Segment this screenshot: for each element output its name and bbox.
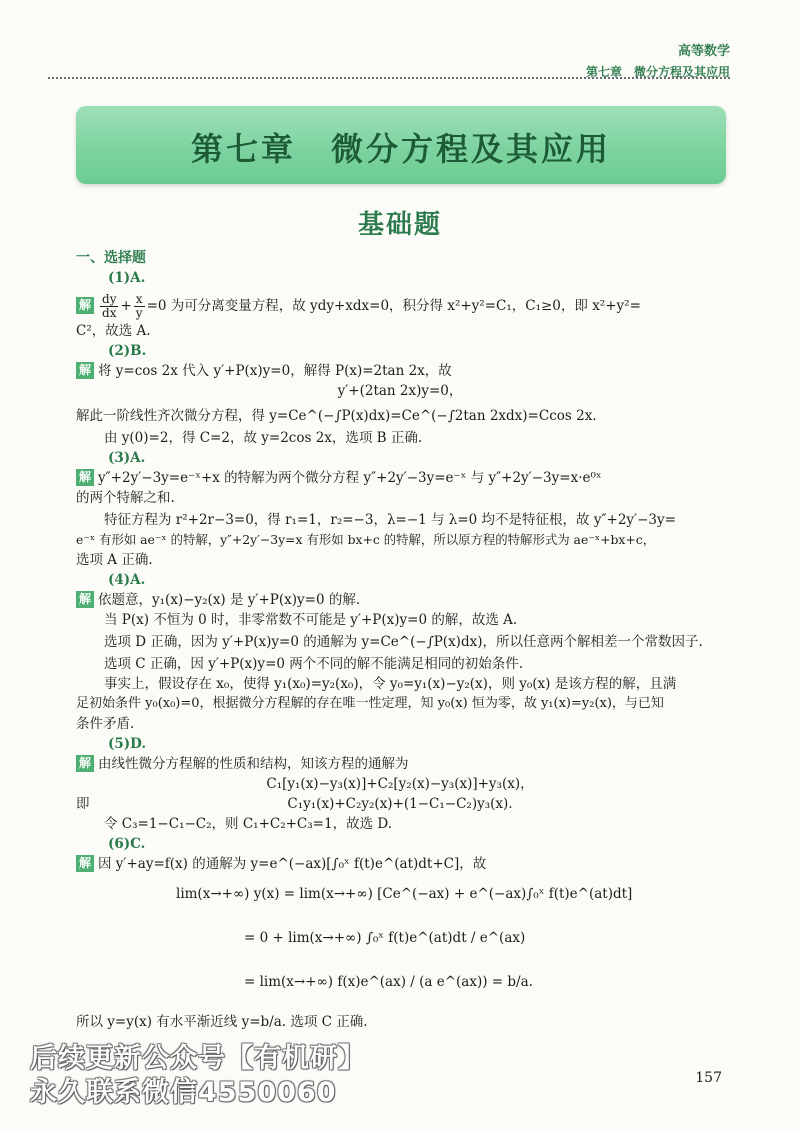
q1-fraction-x-y: $\frac{x}{y}$ [135,292,143,320]
q6-solution-line-1: 解 因 y′+ay=f(x) 的通解为 y=e^(−ax)[∫₀ˣ f(t)e^(at)dt+C]，故 [76,854,731,874]
q2-equation: y′+(2tan 2x)y=0， [337,383,463,399]
watermark-line-2: 永久联系微信4550060 [30,1077,337,1108]
q3-solution-line-3: 特征方程为 r²+2r−3=0，得 r₁=1，r₂=−3，λ=−1 与 λ=0 均不是特征根，故 y″+2y′−3y= [104,512,676,528]
q3-answer: (3)A. [108,450,146,466]
running-head-chapter: 第七章 微分方程及其应用 [585,65,730,79]
q4-solution-line-7: 条件矛盾. [76,716,135,732]
watermark-line-1: 后续更新公众号【有机研】 [30,1043,366,1074]
q1-solution-line-1: 解 $\frac{dy}{dx}$ + $\frac{x}{y}$ =0 为可分离变量方程，故 ydy+xdx=0，积分得 x²+y²=C₁，C₁≥0，即 x²+y²= [76,291,731,321]
q4-solution-line-1: 解 依题意，y₁(x)−y₂(x) 是 y′+P(x)y=0 的解. [76,590,731,610]
q6-limit-line-1: lim(x→+∞) y(x) = lim(x→+∞) [Ce^(−ax) + e^(−ax)∫₀ˣ f(t)e^(at)dt] [176,886,633,902]
q5-ji-label: 即 [76,796,90,812]
q2-answer: (2)B. [108,343,147,359]
q1-solution-line-2: C²，故选 A. [76,323,151,339]
section-title: 基础题 [357,210,442,240]
q3-solution-line-1: 解 y″+2y′−3y=e⁻ˣ+x 的特解为两个微分方程 y″+2y′−3y=e⁻ˣ 与 y″+2y′−3y=x·e⁰ˣ [76,468,731,488]
header-divider [48,77,730,79]
q4-answer: (4)A. [108,572,146,588]
chapter-banner [76,106,726,184]
running-head [586,40,730,80]
solution-badge: 解 [76,591,94,608]
q5-answer: (5)D. [108,736,147,752]
q4-solution-line-3: 选项 D 正确，因为 y′+P(x)y=0 的通解为 y=Ce^(−∫P(x)dx)，所以任意两个解相差一个常数因子. [104,634,703,650]
q6-limit-line-3: = lim(x→+∞) f(x)e^(ax) / (a e^(ax)) = b/a. [244,974,533,990]
part-heading: 一、选择题 [76,250,146,266]
q5-solution-line-4: 令 C₃=1−C₁−C₂，则 C₁+C₂+C₃=1，故选 D. [104,816,393,832]
chapter-title: 第七章 微分方程及其应用 [190,130,611,168]
q5-equation-2: C₁y₁(x)+C₂y₂(x)+(1−C₁−C₂)y₃(x). [287,796,513,812]
q2-solution-line-3: 解此一阶线性齐次微分方程，得 y=Ce^(−∫P(x)dx)=Ce^(−∫2tan 2xdx)=Ccos 2x. [76,408,597,424]
q3-solution-line-5: 选项 A 正确. [76,552,153,568]
solution-badge: 解 [76,469,94,486]
q1-fraction-dy-dx: $\frac{dy}{dx}$ [102,292,117,320]
solution-badge: 解 [76,362,94,379]
q1-answer: (1)A. [108,270,146,286]
solution-badge: 解 [76,855,94,872]
q4-solution-line-2: 当 P(x) 不恒为 0 时，非零常数不可能是 y′+P(x)y=0 的解，故选 A. [104,612,518,628]
q5-solution-line-1: 解 由线性微分方程解的性质和结构，知该方程的通解为 [76,754,731,774]
q2-solution-line-1: 解 将 y=cos 2x 代入 y′+P(x)y=0，解得 P(x)=2tan 2x，故 [76,361,731,381]
solution-badge: 解 [76,755,94,772]
q5-equation-1: C₁[y₁(x)−y₃(x)]+C₂[y₂(x)−y₃(x)]+y₃(x)， [266,776,534,792]
q6-solution-line-5: 所以 y=y(x) 有水平渐近线 y=b/a. 选项 C 正确. [76,1014,368,1030]
q6-limit-line-2: = 0 + lim(x→+∞) ∫₀ˣ f(t)e^(at)dt / e^(ax) [244,930,526,946]
q4-solution-line-5: 事实上，假设存在 x₀，使得 y₁(x₀)=y₂(x₀)，令 y₀=y₁(x)−y₂(x)，则 y₀(x) 是该方程的解，且满 [104,676,677,692]
q6-answer: (6)C. [108,836,146,852]
q4-solution-line-6: 足初始条件 y₀(x₀)=0，根据微分方程解的存在唯一性定理，知 y₀(x) 恒为零，故 y₁(x)=y₂(x)，与已知 [76,696,664,711]
q3-solution-line-4: e⁻ˣ 有形如 ae⁻ˣ 的特解，y″+2y′−3y=x 有形如 bx+c 的特解，所以原方程的特解形式为 ae⁻ˣ+bx+c， [76,532,656,547]
running-head-book: 高等数学 [677,44,730,59]
solution-badge: 解 [76,297,94,314]
page-number: 157 [695,1070,722,1086]
q3-solution-line-2: 的两个特解之和. [76,490,175,506]
q2-solution-line-4: 由 y(0)=2，得 C=2，故 y=2cos 2x，选项 B 正确. [104,430,423,446]
q4-solution-line-4: 选项 C 正确，因 y′+P(x)y=0 两个不同的解不能满足相同的初始条件. [104,656,524,672]
